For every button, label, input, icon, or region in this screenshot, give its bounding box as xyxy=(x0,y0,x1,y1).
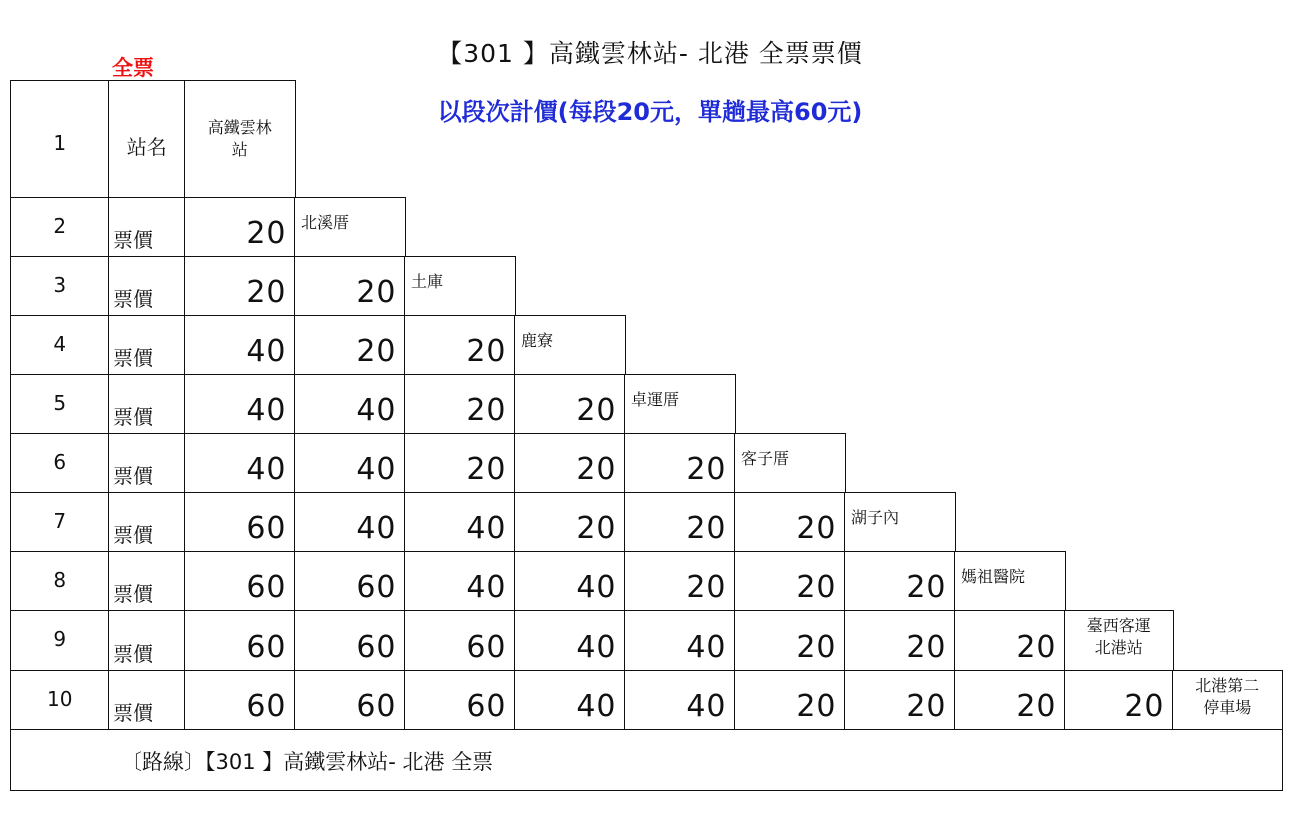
fare-value: 20 xyxy=(466,451,507,487)
row-number-cell xyxy=(10,197,110,258)
station-name-line: 媽祖醫院 xyxy=(961,567,1026,586)
price-label-cell xyxy=(108,492,186,553)
station-name-line: 停車場 xyxy=(1203,698,1252,717)
station-cell xyxy=(184,80,296,199)
fare-value: 20 xyxy=(686,451,727,487)
price-label-cell xyxy=(108,197,186,258)
fare-cell xyxy=(734,551,846,612)
row-number-cell xyxy=(10,433,110,494)
price-label-cell xyxy=(108,551,186,612)
fare-cell xyxy=(844,551,956,612)
fare-value: 60 xyxy=(246,629,287,665)
station-name xyxy=(851,507,949,529)
price-label-cell xyxy=(108,610,186,672)
fare-cell xyxy=(294,256,406,317)
fare-cell xyxy=(624,551,736,612)
station-name-line: 站 xyxy=(231,140,248,159)
fare-value: 40 xyxy=(356,392,397,428)
station-cell xyxy=(404,256,516,317)
fare-value: 40 xyxy=(246,451,287,487)
fare-cell xyxy=(624,433,736,494)
fare-cell xyxy=(624,610,736,672)
row-number: 1 xyxy=(53,131,67,155)
station-name-line: 土庫 xyxy=(411,272,444,291)
fare-cell xyxy=(184,670,296,731)
fare-cell xyxy=(514,551,626,612)
fare-value: 40 xyxy=(246,392,287,428)
fare-value: 20 xyxy=(906,688,947,724)
fare-value: 20 xyxy=(246,215,287,251)
fare-cell xyxy=(1064,670,1174,731)
fare-cell xyxy=(734,610,846,672)
fare-value: 20 xyxy=(466,333,507,369)
fare-cell xyxy=(514,374,626,435)
row-number-cell xyxy=(10,256,110,317)
station-name xyxy=(301,212,399,234)
fare-cell xyxy=(404,374,516,435)
fare-cell xyxy=(404,433,516,494)
row-number: 6 xyxy=(53,450,67,474)
row-number-cell xyxy=(10,610,110,672)
fare-value: 40 xyxy=(576,688,617,724)
station-name xyxy=(521,330,619,352)
row-number: 4 xyxy=(53,332,67,356)
fare-cell xyxy=(514,433,626,494)
fare-cell xyxy=(184,433,296,494)
fare-cell xyxy=(734,492,846,553)
fare-cell xyxy=(184,492,296,553)
fare-value: 40 xyxy=(356,510,397,546)
price-label: 票價 xyxy=(113,581,153,606)
fare-value: 40 xyxy=(686,629,727,665)
fare-cell xyxy=(624,670,736,731)
fare-cell xyxy=(404,551,516,612)
fare-value: 20 xyxy=(1016,688,1057,724)
fare-cell xyxy=(404,492,516,553)
fare-cell xyxy=(294,492,406,553)
row-number-cell xyxy=(10,492,110,553)
fare-cell xyxy=(404,670,516,731)
fare-cell xyxy=(734,670,846,731)
fare-cell xyxy=(844,610,956,672)
pricing-rule-subtitle: 以段次計價(每段20元，單趟最高60元) xyxy=(437,98,863,126)
station-cell xyxy=(844,492,956,553)
fare-cell xyxy=(184,197,296,258)
fare-cell xyxy=(514,492,626,553)
row-number: 9 xyxy=(53,627,67,651)
station-name-line: 卓運厝 xyxy=(631,390,680,409)
price-label: 票價 xyxy=(113,404,153,429)
fare-cell xyxy=(624,492,736,553)
fare-value: 20 xyxy=(576,510,617,546)
station-name-line: 臺西客運 xyxy=(1086,616,1151,635)
station-name-line: 北溪厝 xyxy=(301,213,350,232)
station-name-line: 北港站 xyxy=(1094,638,1143,657)
fare-cell xyxy=(514,610,626,672)
price-label: 票價 xyxy=(113,700,153,725)
fare-value: 60 xyxy=(246,510,287,546)
fare-value: 20 xyxy=(356,274,397,310)
station-name-header-cell xyxy=(108,80,186,199)
fare-value: 60 xyxy=(466,629,507,665)
fare-value: 20 xyxy=(686,569,727,605)
fare-cell xyxy=(404,315,516,376)
fare-value: 20 xyxy=(466,392,507,428)
fare-cell xyxy=(294,374,406,435)
row-number: 8 xyxy=(53,568,67,592)
fare-value: 20 xyxy=(576,451,617,487)
station-name xyxy=(191,117,289,161)
fare-cell xyxy=(184,256,296,317)
fare-value: 60 xyxy=(356,629,397,665)
fare-value: 20 xyxy=(356,333,397,369)
fare-value: 20 xyxy=(1016,629,1057,665)
fare-cell xyxy=(294,315,406,376)
fare-value: 40 xyxy=(466,569,507,605)
station-cell xyxy=(294,197,406,258)
station-name-line: 鹿寮 xyxy=(521,331,554,350)
price-label: 票價 xyxy=(113,286,153,311)
fare-cell xyxy=(184,315,296,376)
route-footer-cell xyxy=(10,729,1283,791)
fare-value: 40 xyxy=(246,333,287,369)
row-number-cell xyxy=(10,374,110,435)
row-number: 10 xyxy=(47,687,73,711)
station-name-line: 高鐵雲林 xyxy=(207,118,272,137)
fare-cell xyxy=(954,670,1066,731)
row-number-cell xyxy=(10,80,110,199)
fare-value: 60 xyxy=(356,569,397,605)
station-name xyxy=(1071,615,1167,659)
fare-value: 40 xyxy=(576,629,617,665)
page-title: 【301 】高鐵雲林站- 北港 全票票價 xyxy=(437,39,863,68)
row-number-cell xyxy=(10,551,110,612)
fare-cell xyxy=(844,670,956,731)
fare-cell xyxy=(294,670,406,731)
station-cell xyxy=(624,374,736,435)
fare-value: 60 xyxy=(466,688,507,724)
fare-cell xyxy=(184,551,296,612)
price-label-cell xyxy=(108,433,186,494)
station-name-line: 湖子內 xyxy=(851,508,900,527)
fare-value: 20 xyxy=(686,510,727,546)
fare-value: 40 xyxy=(356,451,397,487)
station-name-line: 北港第二 xyxy=(1195,676,1260,695)
price-label: 票價 xyxy=(113,345,153,370)
station-name-line: 客子厝 xyxy=(741,449,790,468)
station-name xyxy=(631,389,729,411)
station-cell xyxy=(734,433,846,494)
row-number-cell xyxy=(10,315,110,376)
station-cell xyxy=(954,551,1066,612)
fare-cell xyxy=(294,551,406,612)
price-label-cell xyxy=(108,256,186,317)
station-name xyxy=(1179,675,1276,719)
station-name xyxy=(741,448,839,470)
fare-value: 40 xyxy=(576,569,617,605)
fare-cell xyxy=(954,610,1066,672)
station-name xyxy=(961,566,1059,588)
fare-value: 20 xyxy=(796,629,837,665)
fare-cell xyxy=(184,374,296,435)
row-number: 3 xyxy=(53,273,67,297)
route-footer-text: 〔路線〕【301 】高鐵雲林站- 北港 全票 xyxy=(121,750,494,774)
fare-value: 60 xyxy=(246,569,287,605)
fare-value: 20 xyxy=(796,510,837,546)
row-number: 7 xyxy=(53,509,67,533)
station-cell xyxy=(1064,610,1174,672)
fare-value: 20 xyxy=(906,569,947,605)
price-label: 票價 xyxy=(113,227,153,252)
fare-value: 20 xyxy=(796,569,837,605)
fare-value: 60 xyxy=(356,688,397,724)
fare-cell xyxy=(294,433,406,494)
fare-value: 60 xyxy=(246,688,287,724)
price-label-cell xyxy=(108,374,186,435)
price-label: 票價 xyxy=(113,522,153,547)
station-name-header: 站名 xyxy=(126,135,167,159)
station-cell xyxy=(514,315,626,376)
fare-cell xyxy=(184,610,296,672)
price-label-cell xyxy=(108,315,186,376)
row-number: 2 xyxy=(53,214,67,238)
price-label: 票價 xyxy=(113,641,153,666)
price-label-cell xyxy=(108,670,186,731)
fare-cell xyxy=(294,610,406,672)
price-label: 票價 xyxy=(113,463,153,488)
station-name xyxy=(411,271,509,293)
row-number-cell xyxy=(10,670,110,731)
station-cell xyxy=(1172,670,1283,731)
fare-value: 40 xyxy=(686,688,727,724)
fare-value: 20 xyxy=(796,688,837,724)
row-number: 5 xyxy=(53,391,67,415)
fare-value: 20 xyxy=(246,274,287,310)
fare-value: 20 xyxy=(906,629,947,665)
fare-cell xyxy=(404,610,516,672)
fare-value: 40 xyxy=(466,510,507,546)
fare-value: 20 xyxy=(1124,688,1165,724)
fare-value: 20 xyxy=(576,392,617,428)
fare-type-label: 全票 xyxy=(112,56,154,80)
fare-cell xyxy=(514,670,626,731)
